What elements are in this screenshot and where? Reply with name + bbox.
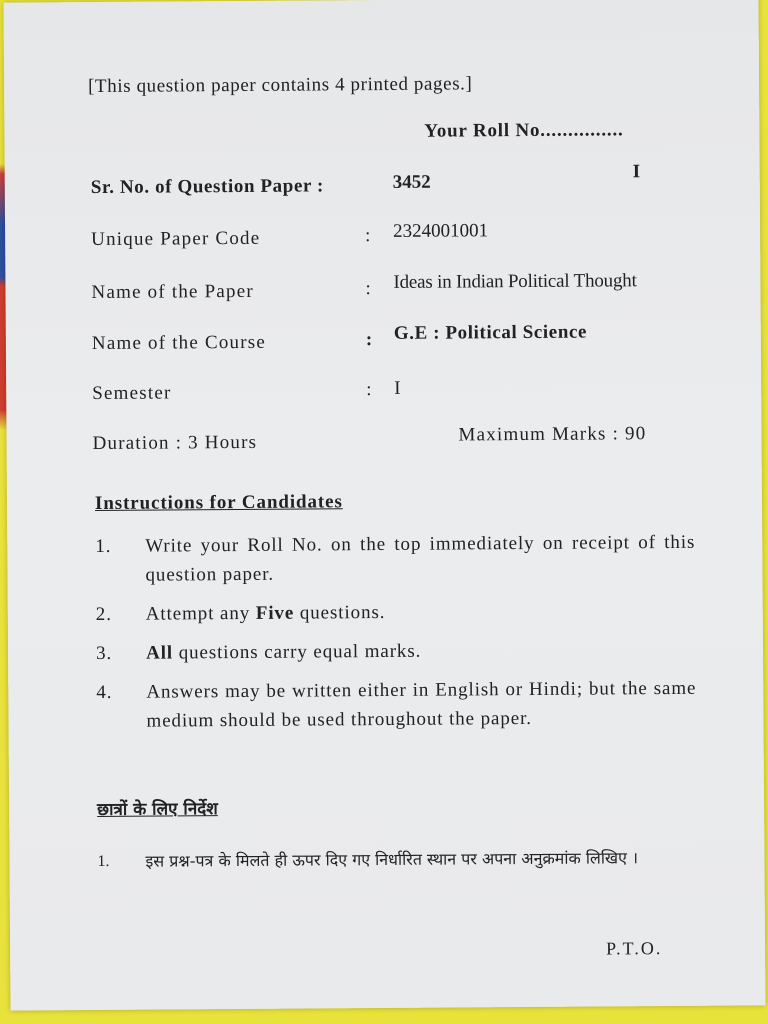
- page-count-note: [This question paper contains 4 printed pages.]: [88, 73, 473, 98]
- please-turn-over-note: P.T.O.: [606, 938, 663, 959]
- paper-code-label: Unique Paper Code: [91, 227, 261, 251]
- course-name-separator: :: [365, 329, 373, 351]
- set-marker: I: [632, 161, 641, 183]
- maximum-marks: Maximum Marks : 90: [458, 423, 647, 446]
- roll-number-field: Your Roll No...............: [424, 119, 624, 142]
- instruction-text: [146, 635, 696, 668]
- instruction-item: [96, 674, 696, 736]
- semester-separator: :: [366, 379, 372, 401]
- instruction-text-part: Attempt any: [145, 602, 256, 625]
- paper-name-value: Ideas in Indian Political Thought: [393, 270, 637, 293]
- instructions-list: [95, 528, 696, 746]
- paper-code-separator: :: [365, 225, 371, 247]
- hindi-instruction-number: 1.: [97, 852, 110, 871]
- hindi-instructions-heading: छात्रों के लिए निर्देश: [97, 799, 218, 821]
- instruction-number: 1.: [95, 535, 112, 558]
- paper-name-label: Name of the Paper: [91, 280, 254, 304]
- instruction-number: 2.: [95, 603, 112, 626]
- instruction-emphasis: All: [145, 642, 174, 664]
- serial-number-value: 3452: [392, 171, 431, 193]
- semester-label: Semester: [92, 382, 172, 405]
- paper-name-separator: :: [365, 278, 371, 300]
- instruction-text: Answers may be written either in English or Hindi; but the same medium should be used throughout the paper.: [146, 677, 697, 732]
- instruction-emphasis: Five: [255, 602, 295, 624]
- instruction-item: [95, 528, 695, 590]
- instruction-text: [146, 596, 696, 629]
- instruction-text: Write your Roll No. on the top immediately on receipt of this question paper.: [145, 531, 696, 586]
- instruction-number: 3.: [95, 642, 113, 665]
- instruction-text-part: questions.: [294, 601, 386, 624]
- duration-label: Duration : 3 Hours: [92, 431, 258, 455]
- instruction-text-part: questions carry equal marks.: [172, 640, 422, 664]
- hindi-instruction-item: [97, 844, 697, 876]
- course-name-value: G.E : Political Science: [393, 321, 588, 344]
- question-paper: [3, 0, 765, 1011]
- instruction-item: [96, 596, 696, 629]
- hindi-instruction-text: इस प्रश्न-पत्र के मिलते ही ऊपर दिए गए निर्धारित स्थान पर अपना अनुक्रमांक लिखिए ।: [145, 848, 639, 871]
- instruction-number: 4.: [96, 681, 113, 704]
- paper-code-value: 2324001001: [393, 220, 489, 242]
- course-name-label: Name of the Course: [91, 331, 267, 355]
- semester-value: I: [394, 377, 401, 399]
- instructions-heading: Instructions for Candidates: [94, 491, 343, 515]
- serial-number-label: Sr. No. of Question Paper :: [90, 175, 324, 199]
- instruction-item: [96, 635, 696, 668]
